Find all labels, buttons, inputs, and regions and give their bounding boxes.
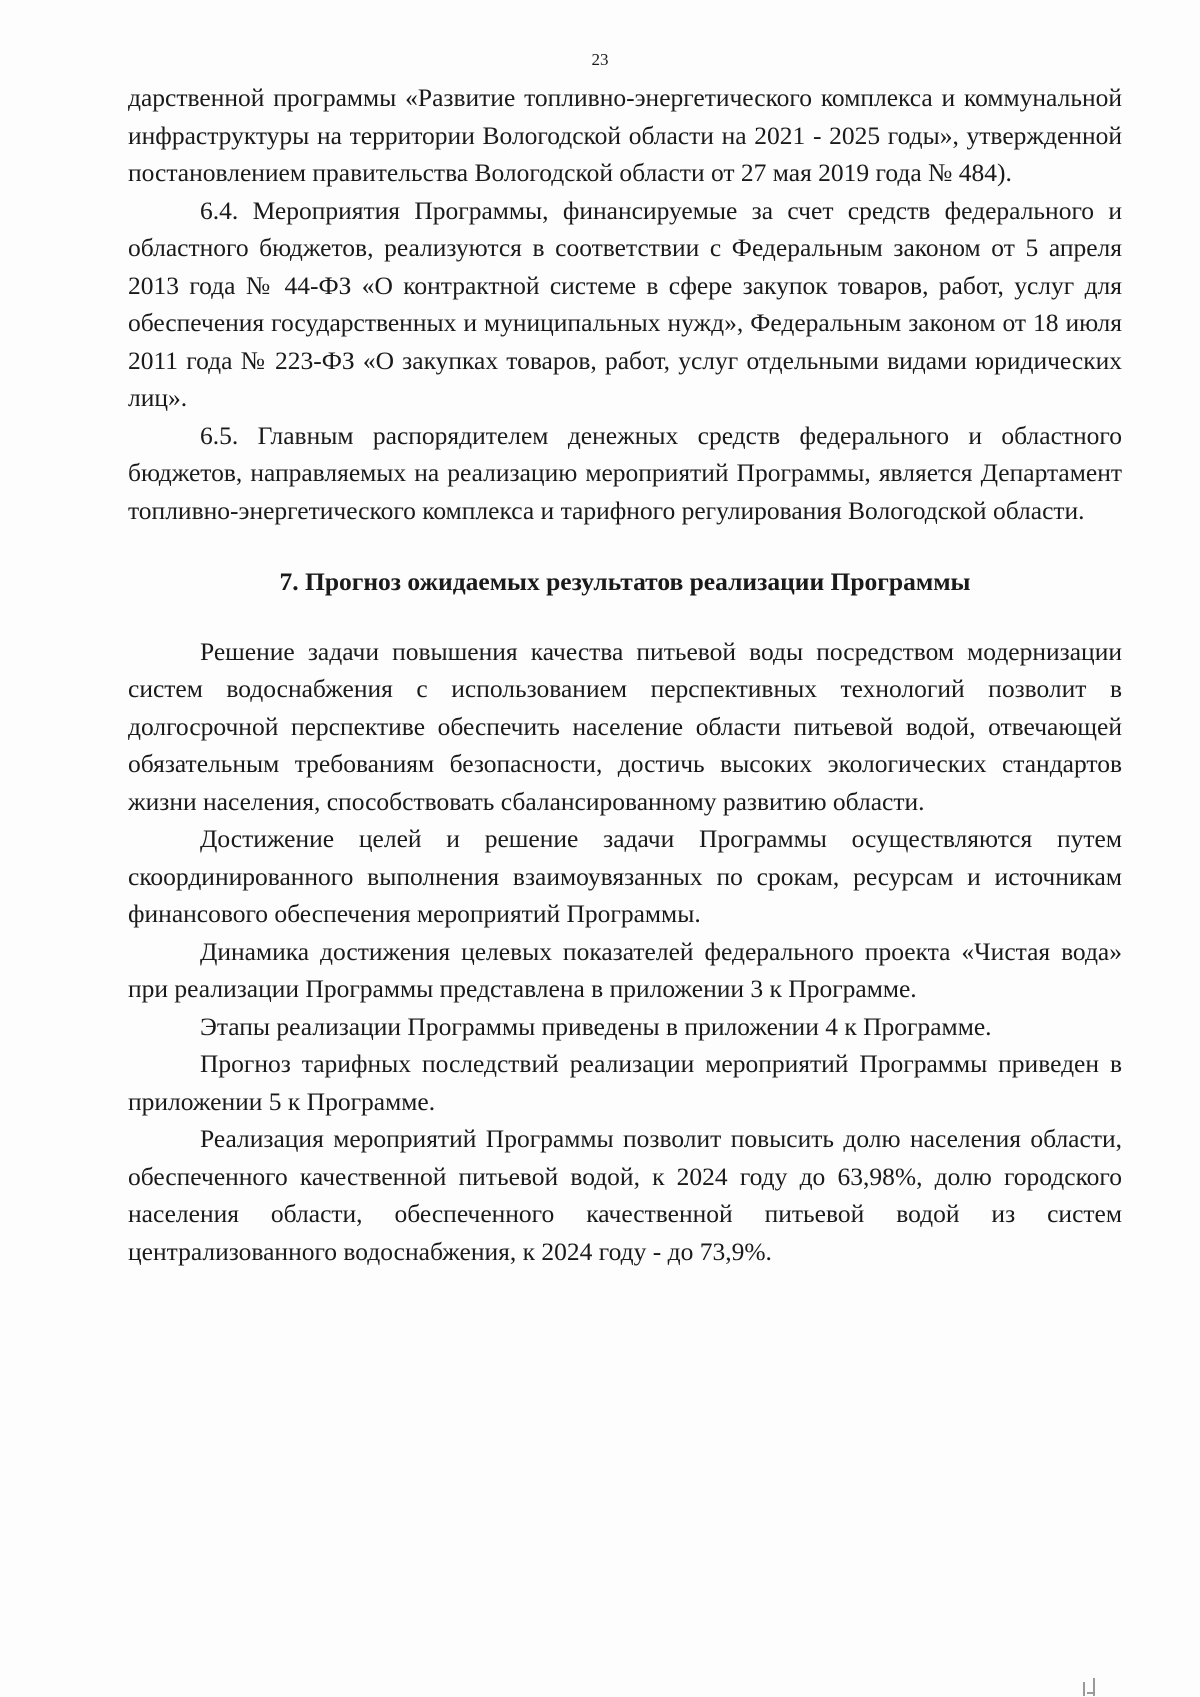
paragraph-tariffs: Прогноз тарифных последствий реализации мероприятий Программы приведен в приложении 5 к Программе. (128, 1049, 1122, 1116)
paragraph-results: Реализация мероприятий Программы позволит повысить долю населения области, обеспеченного качественной питьевой водой, к 2024 году до 63,98%, долю городского населения области, обеспеченного качественной питьевой водой из систем централизованного водоснабжения, к 2024 году - до 73,9%. (128, 1124, 1122, 1266)
paragraph-6-4: 6.4. Мероприятия Программы, финансируемые за счет средств федерального и областного бюджетов, реализуются в соответствии с Федеральным законом от 5 апреля 2013 года № 44-ФЗ «О контрактной системе в сфере закупок товаров, работ, услуг для обеспечения государственных и муниципальных нужд», Федеральным законом от 18 июля 2011 года № 223-ФЗ «О закупках товаров, работ, услуг отдельными видами юридических лиц». (128, 195, 1122, 412)
scan-mark (1093, 1678, 1095, 1696)
paragraph-continuation: дарственной программы «Развитие топливно-энергетического комплекса и коммунальной инфраструктуры на территории Вологодской области на 2021 - 2025 годы», утвержденной постановлением правительства Вологодской области от 27 мая 2019 года № 484). (128, 83, 1122, 187)
paragraph-stages: Этапы реализации Программы приведены в приложении 4 к Программе. (200, 1011, 992, 1041)
page-number: 23 (591, 50, 609, 69)
section-heading: 7. Прогноз ожидаемых результатов реализации Программы (279, 567, 971, 596)
paragraph-dynamics: Динамика достижения целевых показателей федерального проекта «Чистая вода» при реализации Программы представлена в приложении 3 к Программе. (128, 936, 1122, 1003)
paragraph-water-quality: Решение задачи повышения качества питьевой воды посредством модернизации систем водоснабжения с использованием перспективных технологий позволит в долгосрочной перспективе обеспечить население области питьевой водой, отвечающей обязательным требованиям безопасности, достичь высоких экологических стандартов жизни населения, способствовать сбалансированному развитию области. (128, 636, 1122, 816)
document-body (128, 79, 1122, 1270)
scan-mark (1083, 1682, 1085, 1696)
scan-mark (1087, 1692, 1093, 1694)
paragraph-goals: Достижение целей и решение задачи Программы осуществляются путем скоординированного выполнения взаимоувязанных по срокам, ресурсам и источникам финансового обеспечения мероприятий Программы. (128, 824, 1122, 928)
paragraph-6-5: 6.5. Главным распорядителем денежных средств федерального и областного бюджетов, направляемых на реализацию мероприятий Программы, является Департамент топливно-энергетического комплекса и тарифного регулирования Вологодской области. (128, 420, 1122, 525)
